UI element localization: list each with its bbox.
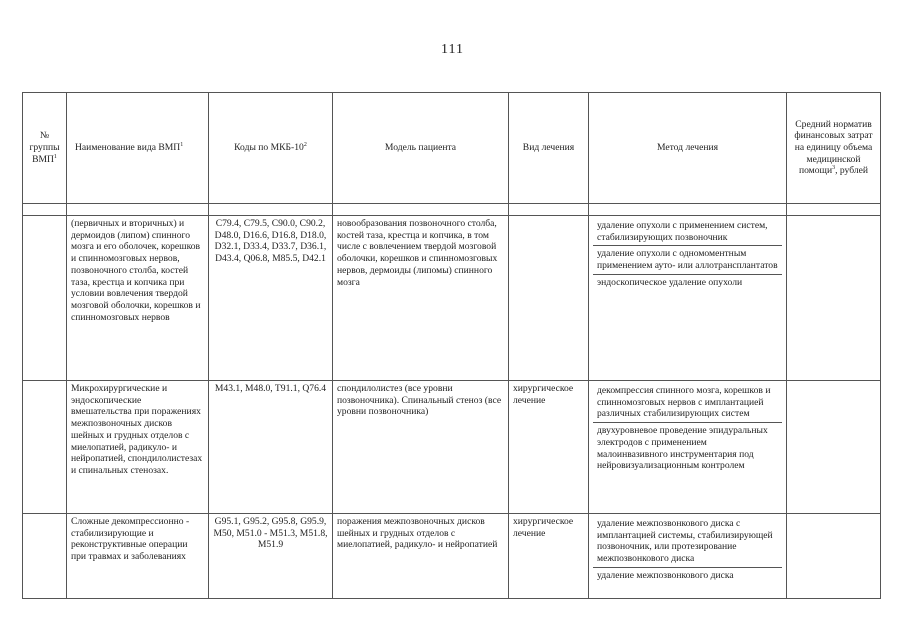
method-item: двухуровневое проведение эпидуральных электродов с применением малоинвазивного инструментария под нейровизуализационным контролем xyxy=(597,425,768,472)
vmp-name-cell: Сложные декомпрессионно - стабилизирующие и реконструктивные операции при травмах и заболеваниях xyxy=(67,514,209,599)
method-item: удаление опухоли с применением систем, стабилизирующих позвоночник xyxy=(593,218,782,246)
header-vmp-name: Наименование вида ВМП$^1$ xyxy=(67,93,209,204)
header-icd-codes: Коды по МКБ-$10^2$ xyxy=(209,93,333,204)
method-item: удаление опухоли с одномоментным применением ауто- или аллотрансплантатов xyxy=(593,246,782,274)
patient-model-cell: новообразования позвоночного столба, костей таза, крестца и копчика, в том числе с вовлечением твердой мозговой оболочки, корешков и спинномозговых нервов, дермоиды (липомы) спинного мозга xyxy=(333,216,509,381)
treatment-type-cell: хирургическое лечение xyxy=(509,514,589,599)
vmp-name-cell: Микрохирургические и эндоскопические вмешательства при поражениях межпозвоночных дисков шейных и грудных отделов с миелопатией, радикуло- и нейропатией, спондилолистезах и спинальных стенозах. xyxy=(67,381,209,514)
icd-codes-cell: G95.1, G95.2, G95.8, G95.9, M50, M51.0 - M51.3, M51.8, M51.9 xyxy=(209,514,333,599)
cost-cell xyxy=(787,514,881,599)
cost-cell xyxy=(787,381,881,514)
table-row xyxy=(23,381,881,514)
cost-cell xyxy=(787,216,881,381)
treatment-type-cell xyxy=(509,216,589,381)
group-cell xyxy=(23,216,67,381)
spacer-row xyxy=(23,204,881,216)
treatment-method-cell xyxy=(589,381,787,514)
treatment-method-cell xyxy=(589,514,787,599)
group-cell xyxy=(23,514,67,599)
table-row xyxy=(23,514,881,599)
header-patient-model: Модель пациента xyxy=(333,93,509,204)
group-cell xyxy=(23,381,67,514)
treatment-type-cell: хирургическое лечение xyxy=(509,381,589,514)
method-item: удаление межпозвонкового диска с имплантацией системы, стабилизирующей позвоночник, или протезирование межпозвонкового диска xyxy=(593,516,782,568)
header-cost: Средний норматив финансовых затрат на единицу объема медицинской помощи$^3$, рублей xyxy=(787,93,881,204)
icd-codes-cell: M43.1, M48.0, T91.1, Q76.4 xyxy=(209,381,333,514)
header-treatment-method: Метод лечения xyxy=(589,93,787,204)
header-group-number: № группы ВМП$^1$ xyxy=(23,93,67,204)
vmp-table xyxy=(22,92,881,599)
method-item: эндоскопическое удаление опухоли xyxy=(597,276,743,288)
method-item: удаление межпозвонкового диска xyxy=(597,569,734,581)
header-row xyxy=(23,93,881,204)
treatment-method-cell xyxy=(589,216,787,381)
method-item: декомпрессия спинного мозга, корешков и спинномозговых нервов с имплантацией различных стабилизирующих систем xyxy=(593,383,782,423)
patient-model-cell: поражения межпозвоночных дисков шейных и грудных отделов с миелопатией, радикуло- и нейропатией xyxy=(333,514,509,599)
vmp-name-cell: (первичных и вторичных) и дермоидов (липом) спинного мозга и его оболочек, корешков и спинномозговых нервов, позвоночного столба, костей таза, крестца и копчика при условии вовлечения твердой мозговой оболочки, корешков и спинномозговых нервов xyxy=(67,216,209,381)
table-row xyxy=(23,216,881,381)
header-treatment-type: Вид лечения xyxy=(509,93,589,204)
patient-model-cell: спондилолистез (все уровни позвоночника). Спинальный стеноз (все уровни позвоночника) xyxy=(333,381,509,514)
page-number: 111 xyxy=(441,42,464,57)
icd-codes-cell: C79.4, C79.5, C90.0, C90.2, D48.0, D16.6, D16.8, D18.0, D32.1, D33.4, D33.7, D36.1, D43.4, Q06.8, M85.5, D42.1 xyxy=(209,216,333,381)
